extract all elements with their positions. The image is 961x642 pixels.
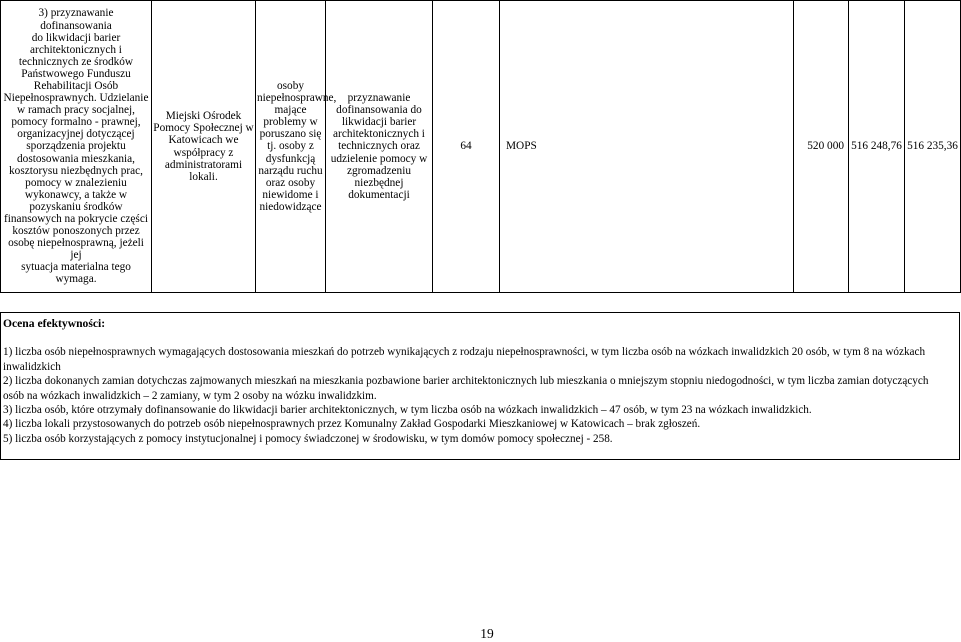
activity-table [0,0,961,293]
evaluation-box [0,312,960,460]
institution-cell: MOPS [500,1,794,293]
task-line: wykonawcy, a także w [24,188,128,201]
task-line: pomocy w znalezieniu [25,176,127,189]
evaluation-item: 2) liczba dokonanych zamian dotychczas zajmowanych mieszkań na mieszkania pozbawione barier architektonicznych lub mieszkania o mniejszym stopniu niedogodności, w tym liczba zamian dotyczących osób na wózkach inwalidzkich – 2 zamiany, w tym 2 osoby na wózku inwalidzkim. [3,375,929,402]
task-line: w ramach pracy socjalnej, [17,104,135,117]
planned-amount-cell: 520 000 [794,1,849,293]
task-line: dostosowania mieszkania, [17,152,135,165]
spent-amount-cell: 516 235,36 [905,1,961,293]
count-cell: 64 [433,1,500,293]
evaluation-item: 5) liczba osób korzystających z pomocy instytucjonalnej i pomocy świadczonej w środowisku, w tym domów pomocy społecznej - 258. [3,432,613,445]
task-line: osobę niepełnosprawną, jeżeli jej [8,237,144,262]
evaluation-item: 1) liczba osób niepełnosprawnych wymagających dostosowania mieszkań do potrzeb wynikających z rodzaju niepełnosprawności, w tym liczba osób na wózkach inwalidzkich 20 osób, w tym 8 na wózkach inwalidzkich [3,346,926,373]
task-line: finansowych na pokrycie części [4,213,148,226]
task-line: organizacyjnej dotyczącej [17,128,135,141]
task-line: do likwidacji barier [31,31,121,44]
evaluation-title: Ocena efektywności: [3,317,106,330]
task-line: architektonicznych i [30,43,122,56]
task-line: sporządzenia projektu [26,140,126,153]
task-line: wymaga. [55,273,97,286]
target-group-cell: osoby niepełnosprawne, mające problemy w poruszano się tj. osoby z dysfunkcją narządu ruchu oraz osoby niewidome i niedowidzące [256,1,326,293]
table-row [1,1,961,293]
task-line: Państwowego Funduszu [21,67,131,80]
task-line: Niepełnosprawnych. Udzielanie [3,92,149,105]
task-line: kosztów ponoszonych przez [12,225,140,238]
evaluation-item: 3) liczba osób, które otrzymały dofinansowanie do likwidacji barier architektonicznych, w tym liczba osób na wózkach inwalidzkich – 47 osób, w tym 23 na wózkach inwalidzkich. [3,404,812,417]
page-number: 19 [480,626,494,641]
task-line: Rehabilitacji Osób [33,79,119,92]
task-line: pozyskaniu środków [29,200,123,213]
evaluation-item: 4) liczba lokali przystosowanych do potrzeb osób niepełnosprawnych przez Komunalny Zakład Gospodarki Mieszkaniowej w Katowicach – brak zgłoszeń. [3,418,701,431]
task-description-cell [1,1,152,293]
task-line: technicznych ze środków [18,55,134,68]
task-line: pomocy formalno - prawnej, [11,116,141,129]
form-of-aid-cell: przyznawanie dofinansowania do likwidacji barier architektonicznych i technicznych oraz udzielenie pomocy w zgromadzeniu niezbędnej dokumentacji [326,1,433,293]
task-line: kosztorysu niezbędnych prac, [9,164,143,177]
executor-cell: Miejski Ośrodek Pomocy Społecznej w Katowicach we współpracy z administratorami lokali. [152,1,256,293]
task-line: sytuacja materialna tego [21,261,131,274]
task-line: 3) przyznawanie dofinansowania [38,7,114,32]
granted-amount-cell: 516 248,76 [849,1,905,293]
